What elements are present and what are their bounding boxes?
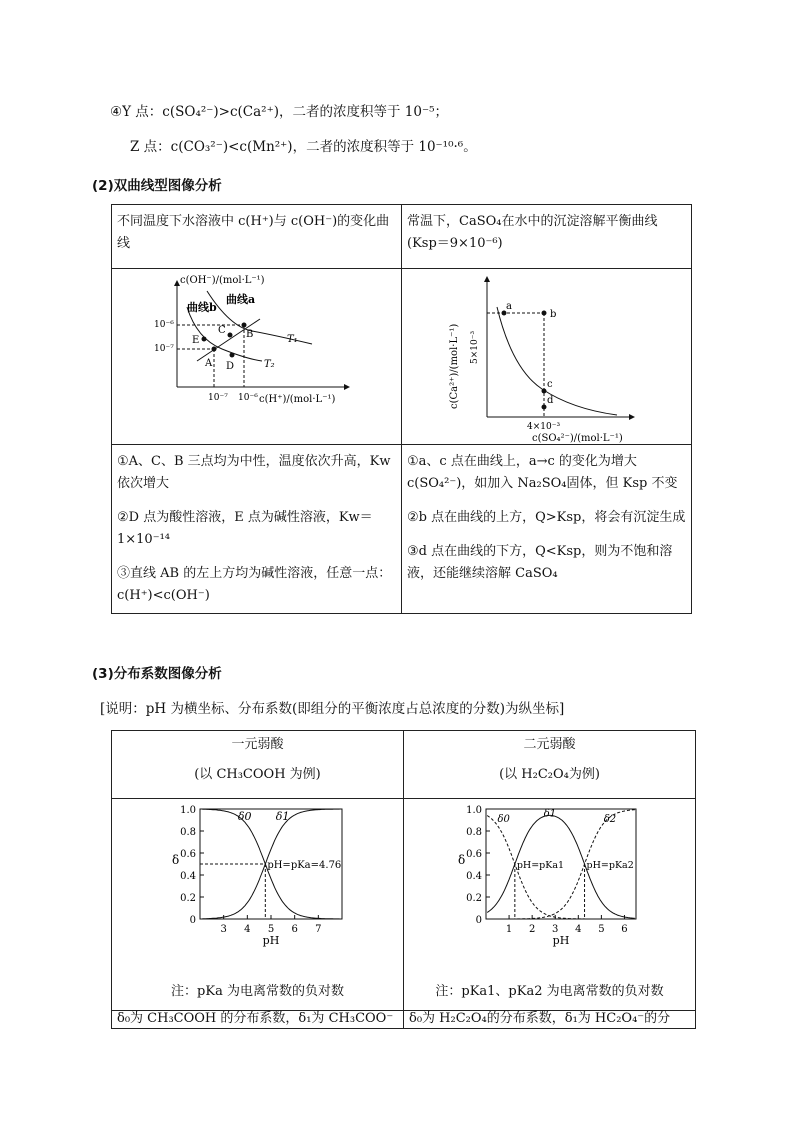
- y-point-line: ④Y 点：c(SO₄²⁻)>c(Ca²⁺)，二者的浓度积等于 10⁻⁵；: [110, 104, 448, 120]
- right-point-3: ③d 点在曲线的下方，Q<Ksp，则为不饱和溶液，还能继续溶解 CaSO₄: [407, 544, 673, 581]
- y-axis-label: δ: [172, 853, 180, 867]
- right-point-2: ②b 点在曲线的上方，Q>Ksp，将会有沉淀生成: [407, 510, 686, 525]
- left-bottom: δ₀为 CH₃COOH 的分布系数，δ₁为 CH₃COO⁻: [112, 1011, 404, 1029]
- series-label-delta2: δ2: [603, 814, 617, 826]
- right-point-1: ①a、c 点在曲线上，a→c 的变化为增大 c(SO₄²⁻)，如加入 Na₂SO₄固体，但 Ksp 不变: [407, 454, 678, 491]
- y-tick-label: 0.2: [180, 893, 196, 904]
- right-note: 注：pKa1、pKa2 为电离常数的负对数: [435, 984, 664, 999]
- annotation-pka1: pH=pKa1: [516, 860, 565, 871]
- diprotic-chart: [404, 799, 694, 959]
- series-label-delta0: δ0: [237, 810, 252, 823]
- label-t1: T₁: [287, 334, 298, 345]
- y-tick-label: 0: [475, 915, 482, 926]
- label-t2: T₂: [264, 359, 275, 370]
- right-title: 二元弱酸: [523, 737, 576, 752]
- label-d: D: [226, 361, 235, 372]
- point-a: [212, 347, 217, 352]
- caso4-chart: [402, 269, 690, 444]
- x-tick-label: 5: [598, 924, 605, 935]
- y-tick-label: 0.8: [180, 827, 196, 838]
- left-note: 注：pKa 为电离常数的负对数: [171, 984, 344, 999]
- ytick-hi: 10⁻⁶: [154, 320, 174, 330]
- right-chart-cell: [402, 269, 692, 445]
- ytick: 5×10⁻³: [470, 330, 480, 364]
- left-chart-cell: [112, 269, 402, 445]
- left-title: 一元弱酸: [231, 737, 284, 752]
- distribution-table: [111, 730, 696, 1029]
- monoprotic-chart: [112, 799, 402, 959]
- left-head: [112, 731, 404, 799]
- label-e: E: [192, 335, 200, 346]
- point-b: [242, 323, 247, 328]
- right-head: [404, 731, 696, 799]
- left-sub: (以 CH₃COOH 为例): [194, 767, 321, 782]
- left-header: 不同温度下水溶液中 c(H⁺)与 c(OH⁻)的变化曲线: [112, 205, 402, 269]
- ytick-lo: 10⁻⁷: [154, 344, 174, 354]
- label-curve-a: 曲线a: [226, 293, 256, 306]
- y-tick-label: 0: [189, 915, 196, 926]
- annotation-pka2: pH=pKa2: [586, 860, 634, 871]
- y-tick-label: 1.0: [466, 805, 482, 816]
- y-tick-label: 0.4: [180, 871, 196, 882]
- point-c: [542, 389, 547, 394]
- series-label-delta1: δ1: [543, 808, 557, 820]
- label-b: b: [550, 309, 557, 320]
- right-points-cell: [402, 445, 692, 614]
- point-c: [228, 333, 233, 338]
- left-point-1: ①A、C、B 三点均为中性，温度依次升高，Kw 依次增大: [117, 454, 391, 491]
- x-tick-label: 2: [528, 924, 536, 935]
- point-b: [542, 311, 547, 316]
- y-tick-label: 0.6: [466, 849, 482, 860]
- x-tick-label: 1: [505, 924, 513, 935]
- y-axis-label: c(OH⁻)/(mol·L⁻¹): [180, 275, 265, 286]
- y-tick-label: 0.2: [466, 893, 482, 904]
- left-point-3: ③直线 AB 的左上方均为碱性溶液，任意一点：c(H⁺)<c(OH⁻): [117, 566, 392, 603]
- series-label-delta1: δ1: [275, 810, 290, 823]
- section3-note: [说明：pH 为横坐标、分布系数(即组分的平衡浓度占总浓度的分数)为纵坐标]: [100, 701, 565, 717]
- x-axis-label: pH: [552, 934, 570, 947]
- z-point-line: Z 点：c(CO₃²⁻)<c(Mn²⁺)，二者的浓度积等于 10⁻¹⁰·⁶。: [130, 139, 477, 155]
- x-tick-label: 3: [220, 924, 227, 935]
- point-e: [202, 337, 207, 342]
- y-tick-label: 1.0: [180, 805, 196, 816]
- x-tick-label: 4: [575, 924, 582, 935]
- x-tick-label: 3: [552, 924, 559, 935]
- y-tick-label: 0.4: [466, 871, 482, 882]
- label-c: c: [547, 379, 553, 390]
- xtick-lo: 10⁻⁷: [208, 393, 228, 403]
- xtick: 4×10⁻³: [527, 422, 561, 432]
- right-sub: (以 H₂C₂O₄为例): [499, 767, 600, 782]
- solubility-curve: [497, 307, 617, 415]
- section2-heading: (2)双曲线型图像分析: [92, 178, 222, 194]
- label-b: B: [246, 329, 254, 340]
- label-c: C: [218, 325, 226, 336]
- x-axis-label: c(SO₄²⁻)/(mol·L⁻¹): [532, 433, 623, 444]
- annotation-pka: pH=pKa=4.76: [267, 860, 342, 871]
- label-a: a: [506, 301, 512, 312]
- x-axis-label: pH: [262, 934, 280, 947]
- left-point-2: ②D 点为酸性溶液，E 点为碱性溶液，Kw＝1×10⁻¹⁴: [117, 510, 373, 547]
- y-tick-label: 0.6: [180, 849, 196, 860]
- right-dist-cell: [404, 799, 696, 1011]
- point-d: [542, 405, 547, 410]
- x-tick-label: 4: [244, 924, 251, 935]
- water-ionization-chart: [112, 269, 400, 435]
- hyperbola-table: [111, 204, 692, 614]
- x-tick-label: 5: [267, 924, 275, 935]
- x-tick-label: 6: [621, 924, 628, 935]
- right-bottom: δ₀为 H₂C₂O₄的分布系数，δ₁为 HC₂O₄⁻的分: [404, 1011, 696, 1029]
- y-tick-label: 0.8: [466, 827, 482, 838]
- y-axis-label: c(Ca²⁺)/(mol·L⁻¹): [449, 323, 460, 409]
- label-a: A: [205, 358, 213, 369]
- x-tick-label: 7: [315, 924, 322, 935]
- point-d: [230, 353, 235, 358]
- xtick-hi: 10⁻⁶: [238, 393, 258, 403]
- label-d: d: [547, 395, 554, 406]
- right-header: 常温下，CaSO₄在水中的沉淀溶解平衡曲线 (Ksp＝9×10⁻⁶): [402, 205, 692, 269]
- left-dist-cell: [112, 799, 404, 1011]
- x-tick-label: 6: [291, 924, 298, 935]
- section3-heading: (3)分布系数图像分析: [92, 666, 222, 682]
- y-axis-label: δ: [458, 853, 466, 867]
- label-curve-b: 曲线b: [187, 301, 217, 314]
- left-points-cell: [112, 445, 402, 614]
- series-label-delta0: δ0: [497, 814, 510, 826]
- x-axis-label: c(H⁺)/(mol·L⁻¹): [259, 394, 336, 405]
